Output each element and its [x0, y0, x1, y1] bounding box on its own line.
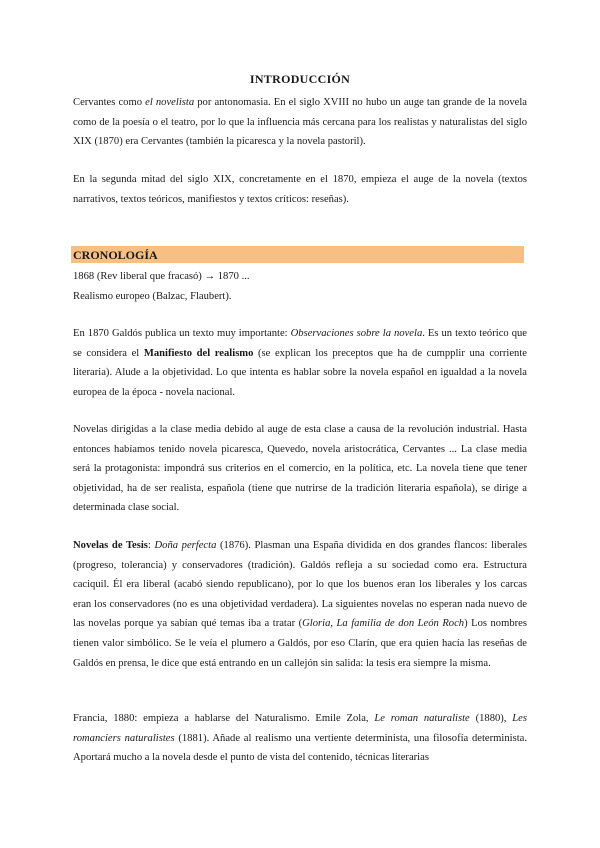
paragraph-novelas-de-tesis	[73, 536, 527, 673]
chronology-line-1: 1868 (Rev liberal que fracasó) → 1870 ...	[73, 271, 250, 282]
text-run: (1881). Añade al realismo una vertiente determinista, una filosofía determinista. Aportará mucho a la novela desde el punto de vista del contenido, técnicas literarias	[73, 732, 527, 764]
text-run: . Es un texto teórico que se considera el	[73, 328, 528, 359]
intro-paragraph-1	[73, 93, 527, 152]
italic-run: Gloria, La familia de don León Roch	[302, 618, 465, 630]
text-run: En 1870 Galdós publica un texto muy importante:	[73, 328, 291, 339]
chronology-line-2: Realismo europeo (Balzac, Flaubert).	[73, 291, 232, 302]
italic-run: el novelista	[145, 97, 195, 108]
section-header-cronologia: CRONOLOGÍA	[73, 248, 158, 262]
paragraph-novelas: Novelas dirigidas a la clase media debido al auge de esta clase a causa de la revolución industrial. Hasta entonces habíamos tenido novela picaresca, Quevedo, novela aristocrática, Cervantes ... La clase media será la protagonista: impondrá sus criterios en el comercio, en la política, etc. La novela tiene que tener objetividad, ha de ser realista, española (tiene que nutrirse de la tradición literaria española), se dirige a determinada clase social.	[73, 424, 527, 514]
bold-run: Novelas de Tesis	[73, 540, 148, 551]
text-run: (se explican los preceptos que ha de cumpplir una corriente literaria). Alude a la objetividad. Lo que intenta es hablar sobre la novela español en igualdad a la novela europea de la época - novela nacional.	[73, 347, 527, 398]
italic-run: Doña perfecta	[154, 540, 217, 551]
page-title: INTRODUCCIÓN	[249, 72, 351, 86]
paragraph-1870	[73, 324, 527, 402]
bold-run: Manifiesto del realismo	[143, 347, 254, 359]
text-run: ) Los nombres tienen valor simbólico. Se le veía el plumero a Galdós, por eso Clarín, que era quien hacía las reseñas de Galdós en prensa, le dice que está entrando en un callejón sin salida: la tesis era siempre la misma.	[73, 618, 527, 669]
section-header-band	[71, 246, 524, 263]
text-run: por antonomasia. En el siglo XVIII no hubo un auge tan grande de la novela como de la poesía o el teatro, por lo que la influencia más cercana para los realistas y naturalistas del siglo XIX (1870) era Cervantes (también la picaresca y la novela pastoril).	[73, 97, 528, 148]
italic-run: Le roman naturaliste	[374, 713, 470, 724]
italic-run: Les romanciers naturalistes	[73, 713, 527, 744]
paragraph-francia	[73, 709, 527, 768]
italic-run: Observaciones sobre la novela	[290, 328, 423, 339]
text-run: (1880),	[469, 713, 513, 724]
text-run: Cervantes como	[73, 97, 146, 108]
intro-paragraph-2: En la segunda mitad del siglo XIX, concretamente en el 1870, empieza el auge de la novela (textos narrativos, textos teóricos, manifiestos y textos críticos: reseñas).	[73, 174, 527, 205]
text-run: (1876). Plasman una España dividida en dos grandes flancos: liberales (progreso, tolerancia) y conservadores (tradición). Galdós refleja a su sociedad como era. Estructura caciquil. Él era liberal (acabó siendo republicano), por lo que los buenos eran los liberales y los carcas eran los conservadores (no es una objetividad verdadera). La siguientes novelas no esperan nada nuevo de las novelas porque ya sabían qué temas iba a tratar (	[73, 540, 527, 630]
text-run: Francia, 1880: empieza a hablarse del Naturalismo. Emile Zola,	[73, 713, 375, 724]
text-run: :	[147, 540, 155, 551]
